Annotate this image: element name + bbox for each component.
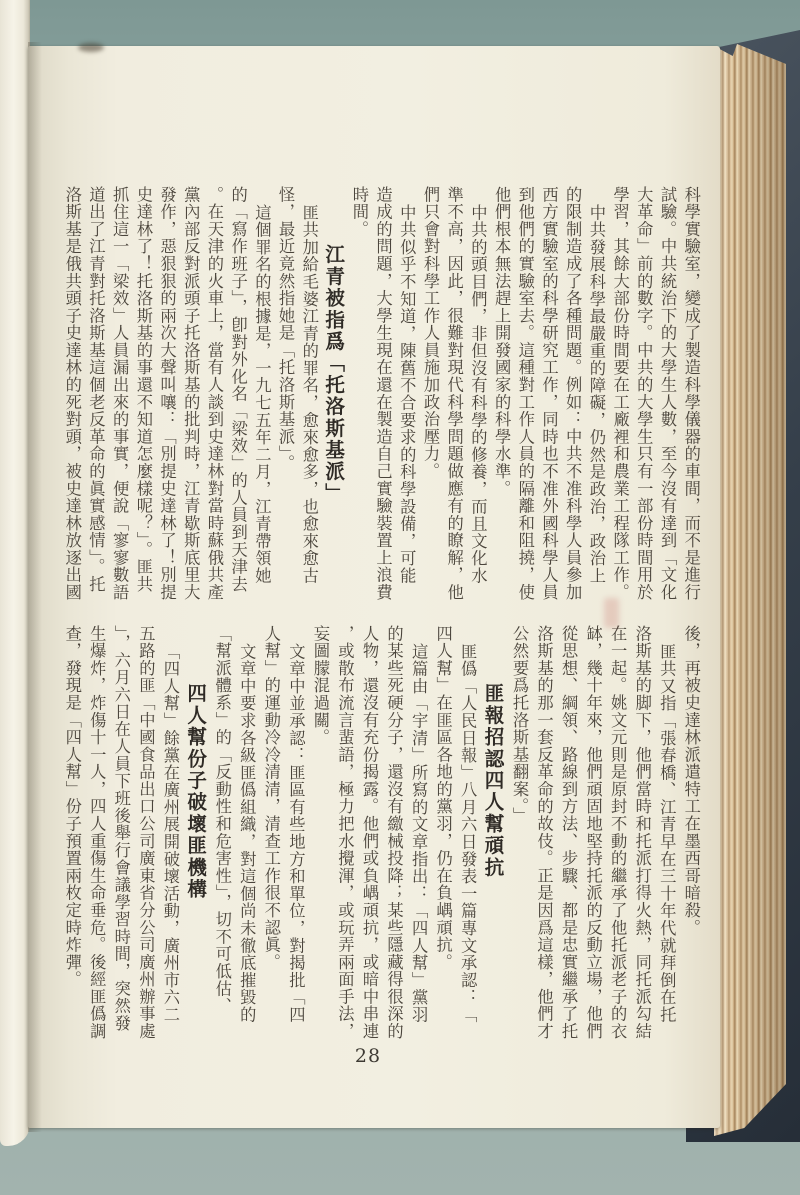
page-fore-edges (714, 44, 786, 1136)
curled-page-edge (0, 0, 30, 1146)
text-column: 妄圖朦混過關。 (310, 625, 330, 747)
gutter-shadow (28, 42, 42, 1132)
text-column: 四人幫」在匪區各地的黨羽，仍在負嵎頑抗。 (433, 625, 453, 971)
page-edge-smudge (78, 43, 104, 52)
text-column: 造成的問題，大學生現在還在製造自己實驗裝置上浪費 (373, 186, 393, 601)
text-column: 的限制造成了各種問題。例如：中共不准科學人員參加 (563, 186, 583, 601)
text-column: 洛斯基是俄共頭子史達林的死對頭，被史達林放逐出國 (62, 186, 82, 601)
text-column: 中共的頭目們，非但沒有科學的修養，而且文化水 (468, 204, 488, 585)
text-column: 洛斯基的那一套反革命的故伎。正是因爲這樣，他們才 (534, 625, 554, 1040)
text-column: 生爆炸，炸傷十一人，四人重傷生命垂危。後經匪僞調 (87, 625, 107, 1040)
text-column: 他們根本無法趕上開發國家的科學水準。 (492, 186, 512, 498)
text-column: 怪，最近竟然指她是「托洛斯基派」。 (276, 186, 296, 472)
text-column: 缽，幾十年來，他們頑固地堅持托派的反動立場，他們 (583, 625, 603, 1040)
text-column: 文章中要求各級匪僞組織，對這個尚未徹底摧毀的 (237, 643, 257, 1024)
text-column: 「四人幫」餘黨在廣州展開破壞活動，廣州市六二 (160, 643, 180, 1024)
text-column: 這個罪名的根據是，一九七五年二月，江青帶領她 (252, 204, 272, 585)
text-column: 匪共又指「張春橋、江青早在三十年代就拜倒在托 (657, 643, 677, 1024)
text-column: 科學實驗室，變成了製造科學儀器的車間，而不是進行 (681, 186, 701, 601)
text-column: 文章中並承認：匪區有些地方和單位，對揭批「四 (286, 643, 306, 1024)
text-column: 試驗。中共統治下的大學生人數，至今沒有達到「文化 (658, 186, 678, 601)
book-page (28, 46, 720, 1128)
text-column: 五路的匪「中國食品出口公司廣東省分公司廣州辦事處 (136, 625, 156, 1040)
text-column: 這篇由「宇清」所寫的文章指出：「四人幫」黨羽 (409, 643, 429, 1024)
text-column: ，或散布流言蜚語，極力把水攪渾，或玩弄兩面手法， (335, 625, 355, 1040)
text-column: 後，再被史達林派遣特工在墨西哥暗殺。 (681, 625, 701, 937)
ink-bleed-mark (604, 598, 619, 628)
text-section-top (62, 186, 700, 602)
text-column: 」，六月六日在人員下班後舉行會議學習時間，突然發 (111, 625, 131, 1032)
text-column: 匪僞「人民日報」八月六日發表一篇專文承認：「 (458, 643, 478, 1024)
text-column: 匪共加給毛婆江青的罪名，愈來愈多，也愈來愈古 (299, 204, 319, 585)
text-column: 發作，惡狠狠的兩次大聲叫嚷：「別提史達林了！別提 (157, 186, 177, 601)
text-column: 洛斯基的脚下，他們當時和托派打得火熱，同托派勾結 (632, 625, 652, 1040)
text-column: 學習，其餘大部份時間要在工廠裡和農業工程隊工作。 (610, 186, 630, 601)
text-column: 到他們的實驗室去。這種對工作人員的隔離和阻撓，使 (515, 186, 535, 601)
text-column: 黨內部反對派頭子托洛斯基的批判時，江青歇斯底里大 (181, 186, 201, 601)
text-column: 準不高，因此，很難對現代科學問題做應有的瞭解，他 (444, 186, 464, 601)
text-column: 中共似乎不知道，陳舊不合要求的科學設備，可能 (397, 204, 417, 585)
text-column: 的「寫作班子」，卽對外化名「梁效」的人員到天津去 (228, 186, 248, 593)
text-column: 在一起。姚文元則是原封不動的繼承了他托派老子的衣 (608, 625, 628, 1040)
text-column: 西方實驗室的科學研究工作，同時也不准外國科學人員 (539, 186, 559, 601)
text-column: 的某些死硬分子，還沒有繳械投降；某些隱藏得很深的 (384, 625, 404, 1040)
text-column: 「幫派體系」的「反動性和危害性」，切不可低估、 (212, 625, 232, 1015)
text-column: 抓住這一「梁效」人員漏出來的事實，便說「寥寥數語 (110, 186, 130, 601)
text-column: 公然要爲托洛斯基翻案。」 (509, 625, 529, 825)
text-column: 從思想、綱領、路線到方法、步驟、都是忠實繼承了托 (559, 625, 579, 1040)
text-column: 中共發展科學最嚴重的障礙，仍然是政治，政治上 (586, 204, 606, 585)
text-column: 道出了江青對托洛斯基這個老反革命的眞實感情」。托 (86, 186, 106, 593)
text-section-bottom (62, 625, 700, 1053)
section-heading: 匪報招認四人幫頑抗 (481, 683, 505, 879)
text-column: 們只會對科學工作人員施加政治壓力。 (420, 186, 440, 480)
text-column: 查，發現是「四人幫」份子預置兩枚定時炸彈。 (62, 625, 82, 989)
text-column: 。在天津的火車上，當有人談到史達林對當時蘇俄共產 (204, 186, 224, 601)
text-column: 人物，還沒有充份揭露。他們或負嵎頑抗，或暗中串連 (360, 625, 379, 1040)
section-heading: 江青被指爲「托洛斯基派」 (322, 244, 346, 505)
section-heading: 四人幫份子破壞匪機構 (184, 683, 208, 900)
text-column: 人幫」的運動冷冷清清，清查工作很不認眞。 (261, 625, 281, 971)
text-column: 史達林了！托洛斯基的事還不知道怎麼樣呢？」。匪共 (133, 186, 153, 593)
page-number: 28 (354, 1045, 382, 1067)
text-column: 大革命」前的數字。中共的大學生只有一部份時間用於 (634, 186, 654, 601)
text-column: 時間。 (349, 186, 369, 238)
